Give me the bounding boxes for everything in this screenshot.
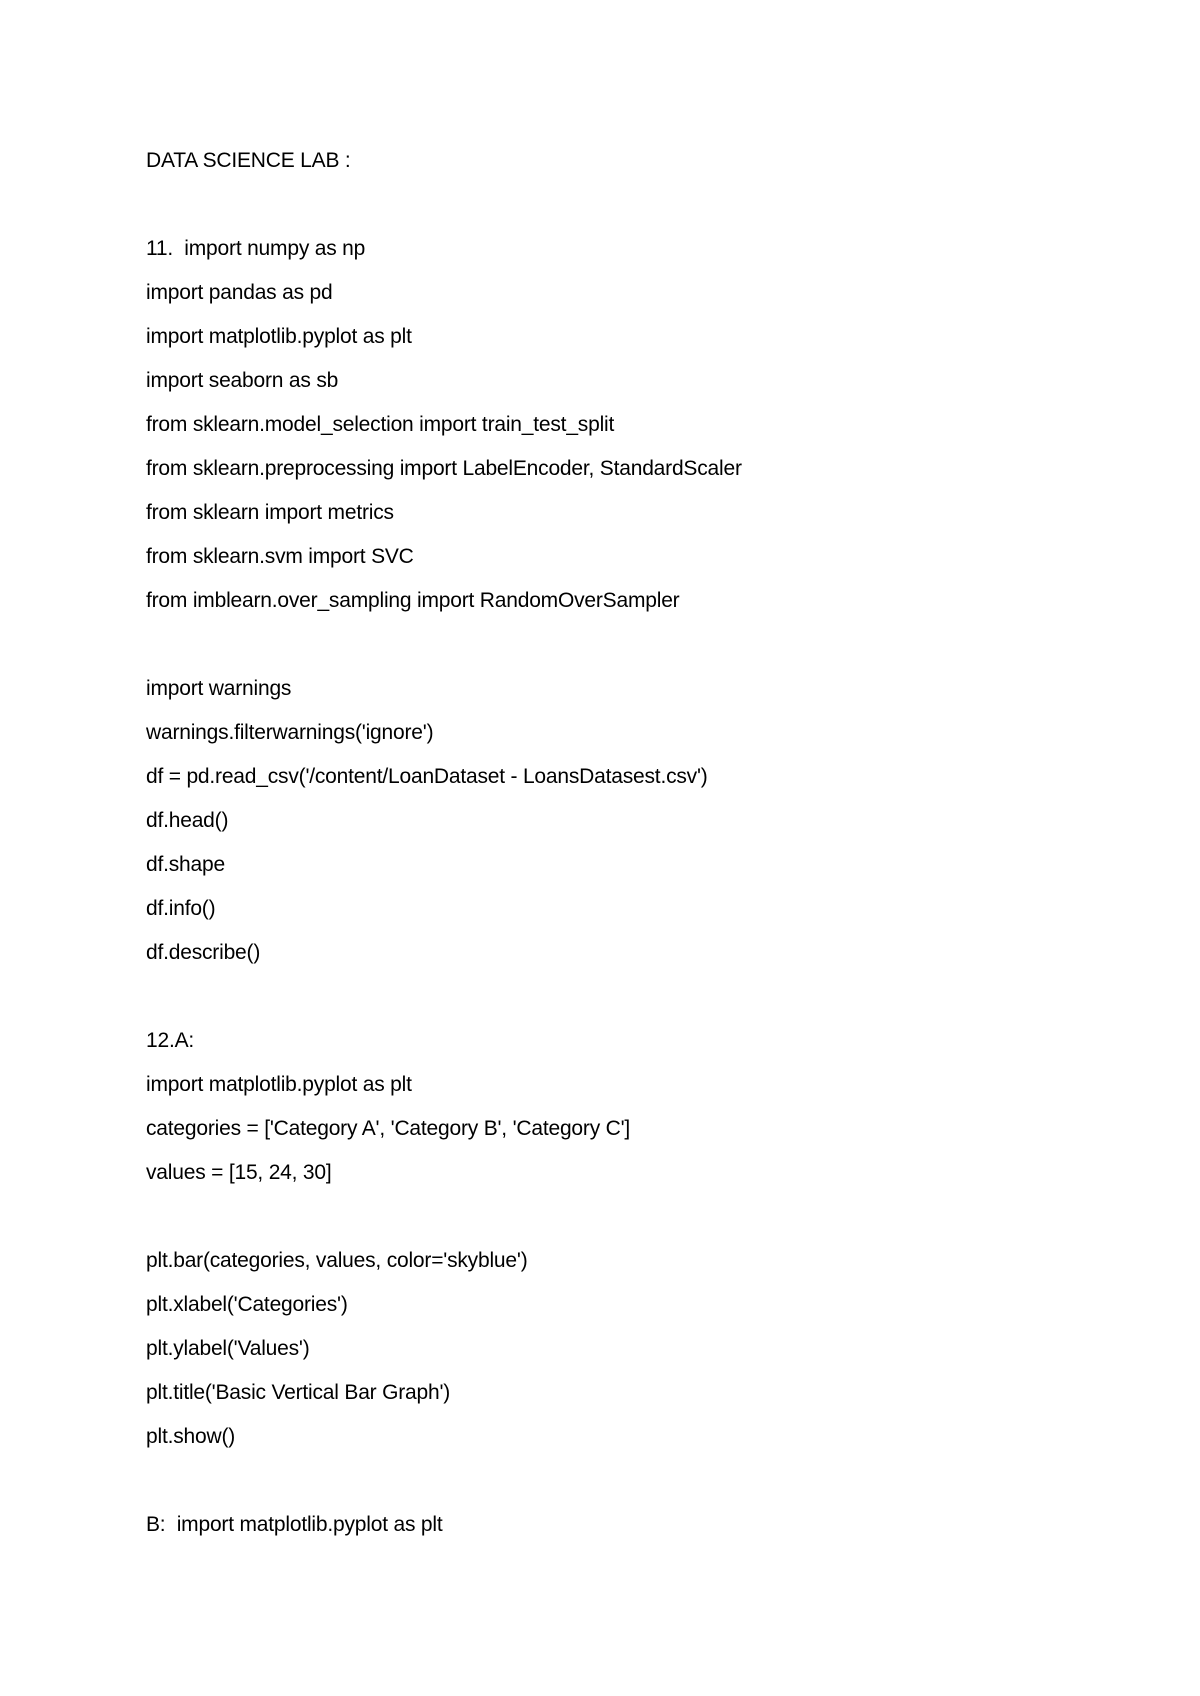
blank-line — [146, 1466, 1106, 1510]
code-line: warnings.filterwarnings('ignore') — [146, 721, 434, 744]
code-line: plt.title('Basic Vertical Bar Graph') — [146, 1381, 451, 1404]
section-12 — [146, 1026, 1106, 1554]
code-line: 11. import numpy as np — [146, 237, 366, 260]
code-line: import seaborn as sb — [146, 369, 339, 392]
section-11 — [146, 234, 1106, 982]
code-line: import matplotlib.pyplot as plt — [146, 1073, 412, 1096]
code-line: import warnings — [146, 677, 292, 700]
code-line: plt.show() — [146, 1425, 236, 1448]
blank-line — [146, 982, 1106, 1026]
code-line: from sklearn import metrics — [146, 501, 394, 524]
code-line: df.shape — [146, 853, 225, 876]
code-line: plt.bar(categories, values, color='skyblue') — [146, 1249, 528, 1272]
code-line: import pandas as pd — [146, 281, 333, 304]
code-line: import matplotlib.pyplot as plt — [146, 325, 412, 348]
code-line: df.info() — [146, 897, 216, 920]
code-line: from imblearn.over_sampling import RandomOverSampler — [146, 589, 680, 612]
blank-line — [146, 630, 1106, 674]
blank-line — [146, 1202, 1106, 1246]
code-line: df.describe() — [146, 941, 261, 964]
code-line: plt.ylabel('Values') — [146, 1337, 310, 1360]
code-line: df.head() — [146, 809, 229, 832]
code-line: categories = ['Category A', 'Category B', 'Category C'] — [146, 1117, 631, 1140]
code-line: B: import matplotlib.pyplot as plt — [146, 1513, 443, 1536]
code-line: from sklearn.model_selection import train_test_split — [146, 413, 615, 436]
code-line: plt.xlabel('Categories') — [146, 1293, 348, 1316]
section-heading: 12.A: — [146, 1029, 195, 1052]
code-line: from sklearn.preprocessing import LabelEncoder, StandardScaler — [146, 457, 742, 480]
code-line: from sklearn.svm import SVC — [146, 545, 414, 568]
document-content — [146, 146, 1106, 1554]
document-title: DATA SCIENCE LAB : — [146, 149, 351, 172]
code-line: values = [15, 24, 30] — [146, 1161, 332, 1184]
code-line: df = pd.read_csv('/content/LoanDataset - LoansDatasest.csv') — [146, 765, 708, 788]
